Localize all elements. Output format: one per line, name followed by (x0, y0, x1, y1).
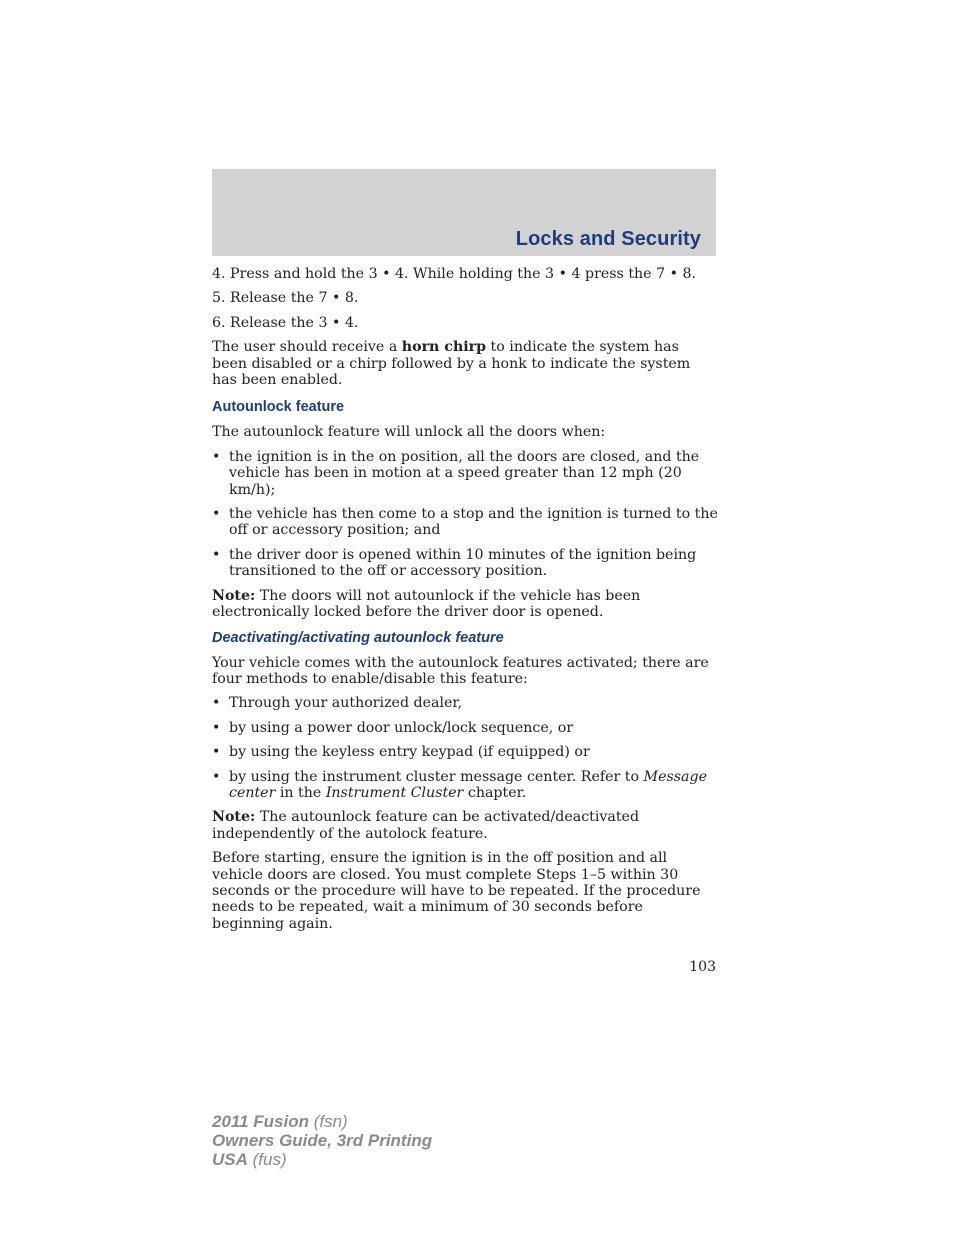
step-6: 6. Release the 3 • 4. (212, 314, 359, 331)
list-item: • the ignition is in the on position, all the doors are closed, and the vehicle has been in motion at a speed greater than 12 mph (20 km/h); (212, 449, 718, 498)
deactivating-note: Note: The autounlock feature can be activated/deactivated independently of the autolock feature. (212, 809, 640, 842)
document-footer (212, 1112, 432, 1169)
step-4: 4. Press and hold the 3 • 4. While holding the 3 • 4 press the 7 • 8. (212, 266, 697, 282)
deactivating-heading: Deactivating/activating autounlock feature (212, 629, 504, 646)
horn-chirp-term: horn chirp (401, 339, 487, 356)
instrument-cluster-reference: Instrument Cluster (325, 784, 464, 801)
note-label: Note: (212, 587, 256, 604)
page-content (212, 266, 718, 940)
list-item: • by using the keyless entry keypad (if equipped) or (212, 744, 718, 760)
footer-line-model: 2011 Fusion (fsn) (212, 1112, 348, 1131)
autounlock-note: Note: The doors will not autounlock if the vehicle has been electronically locked before the driver door is opened. (212, 587, 641, 621)
list-item: • by using the instrument cluster message center. Refer to Message center in the Instrument Cluster chapter. (212, 769, 718, 802)
footer-line-region: USA (fus) (212, 1150, 287, 1169)
chapter-title: Locks and Security (515, 228, 701, 250)
step-5: 5. Release the 7 • 8. (212, 290, 359, 307)
list-item: • the driver door is opened within 10 minutes of the ignition being transitioned to the off or accessory position. (212, 547, 718, 580)
horn-chirp-paragraph: The user should receive a horn chirp to indicate the system has been disabled or a chirp followed by a honk to indicate the system has been enabled. (212, 339, 691, 389)
before-starting-paragraph: Before starting, ensure the ignition is in the off position and all vehicle doors are closed. You must complete Steps 1–5 within 30 seconds or the procedure will have to be repeated. If the procedure needs to be repeated, wait a minimum of 30 seconds before beginning again. (212, 850, 701, 932)
list-item: • the vehicle has then come to a stop and the ignition is turned to the off or accessory position; and (212, 506, 718, 539)
list-item: • Through your authorized dealer, (212, 695, 718, 711)
note-label: Note: (212, 809, 256, 826)
autounlock-intro: The autounlock feature will unlock all the doors when: (212, 424, 606, 441)
list-item: • by using a power door unlock/lock sequence, or (212, 720, 718, 736)
page-number: 103 (689, 959, 716, 975)
deactivating-intro: Your vehicle comes with the autounlock features activated; there are four methods to enable/disable this feature: (212, 654, 709, 687)
footer-line-edition: Owners Guide, 3rd Printing (212, 1131, 433, 1150)
autounlock-heading: Autounlock feature (212, 399, 345, 416)
methods-list (212, 695, 718, 801)
chapter-header (212, 169, 716, 256)
message-center-reference: Message center (229, 768, 707, 801)
autounlock-conditions-list (212, 449, 718, 580)
